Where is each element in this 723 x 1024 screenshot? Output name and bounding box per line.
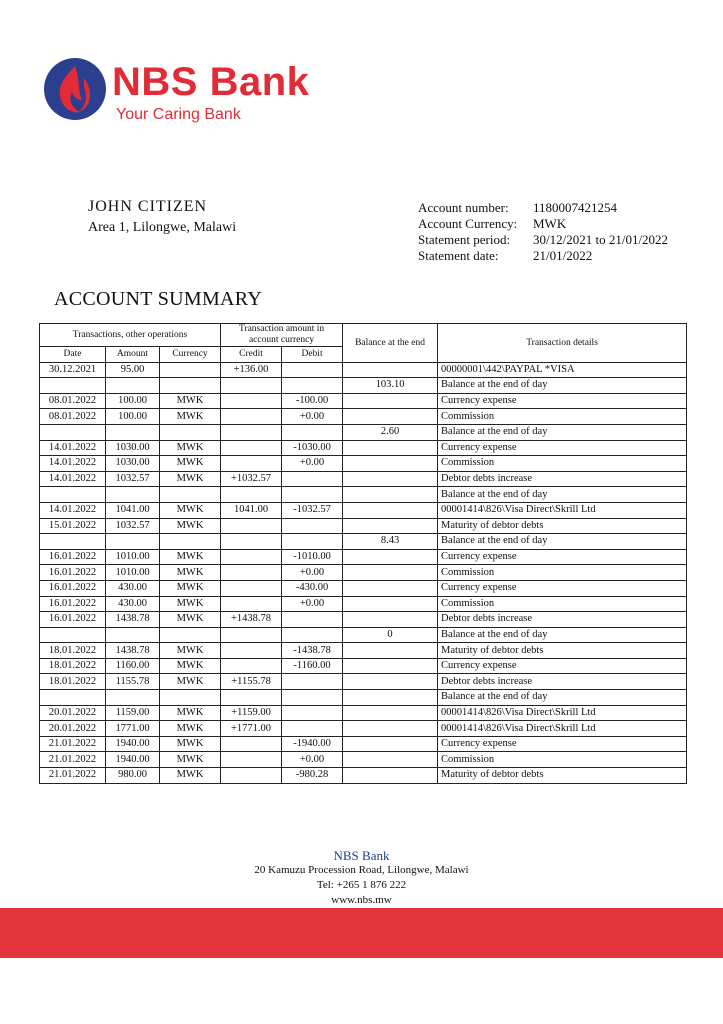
amount-cell: 1438.78 (106, 612, 160, 628)
table-row (40, 658, 687, 674)
credit-cell (221, 534, 282, 550)
table-row (40, 378, 687, 394)
debit-cell: -430.00 (282, 580, 343, 596)
details-cell: Currency expense (438, 580, 687, 596)
credit-cell (221, 643, 282, 659)
credit-cell (221, 487, 282, 503)
column-header: Currency (160, 347, 221, 363)
currency-cell: MWK (160, 643, 221, 659)
details-cell: Balance at the end of day (438, 378, 687, 394)
amount-cell: 95.00 (106, 362, 160, 378)
credit-cell (221, 518, 282, 534)
column-header: Debit (282, 347, 343, 363)
transactions-table (39, 323, 687, 784)
date-cell (40, 690, 106, 706)
statement-meta (418, 200, 668, 264)
table-row (40, 471, 687, 487)
balance-cell (343, 721, 438, 737)
date-cell: 16.01.2022 (40, 565, 106, 581)
currency-cell: MWK (160, 518, 221, 534)
credit-cell (221, 752, 282, 768)
credit-cell (221, 409, 282, 425)
column-header: Amount (106, 347, 160, 363)
date-cell: 21.01.2022 (40, 752, 106, 768)
balance-cell (343, 393, 438, 409)
details-cell: Currency expense (438, 736, 687, 752)
date-cell: 16.01.2022 (40, 612, 106, 628)
amount-cell (106, 627, 160, 643)
balance-cell (343, 487, 438, 503)
date-cell (40, 378, 106, 394)
amount-cell: 1160.00 (106, 658, 160, 674)
amount-cell: 1032.57 (106, 471, 160, 487)
details-cell: Maturity of debtor debts (438, 643, 687, 659)
currency-cell: MWK (160, 752, 221, 768)
details-cell: 00001414\826\Visa Direct\Skrill Ltd (438, 721, 687, 737)
currency-cell: MWK (160, 721, 221, 737)
amount-cell: 1940.00 (106, 752, 160, 768)
table-row (40, 752, 687, 768)
tx-amount-header: Transaction amount in account currency (221, 324, 343, 347)
balance-cell (343, 456, 438, 472)
date-cell: 20.01.2022 (40, 721, 106, 737)
table-row (40, 424, 687, 440)
credit-cell (221, 580, 282, 596)
currency-row (418, 216, 668, 232)
balance-cell (343, 502, 438, 518)
amount-cell (106, 690, 160, 706)
balance-cell (343, 768, 438, 784)
amount-cell: 1010.00 (106, 565, 160, 581)
table-row (40, 362, 687, 378)
balance-cell (343, 362, 438, 378)
currency-label: Account Currency: (418, 216, 518, 231)
debit-cell (282, 471, 343, 487)
table-row (40, 440, 687, 456)
currency-cell: MWK (160, 440, 221, 456)
currency-cell: MWK (160, 768, 221, 784)
amount-cell (106, 487, 160, 503)
balance-cell (343, 690, 438, 706)
currency-value: MWK (533, 216, 567, 231)
amount-cell: 980.00 (106, 768, 160, 784)
debit-cell: -1940.00 (282, 736, 343, 752)
table-header-group-row (40, 324, 687, 347)
account-number-label: Account number: (418, 200, 509, 215)
debit-cell: +0.00 (282, 596, 343, 612)
account-number-row (418, 200, 668, 216)
currency-cell: MWK (160, 565, 221, 581)
table-row (40, 674, 687, 690)
table-row (40, 596, 687, 612)
details-cell: Currency expense (438, 549, 687, 565)
credit-cell (221, 440, 282, 456)
currency-cell: MWK (160, 580, 221, 596)
balance-cell: 0 (343, 627, 438, 643)
amount-cell: 1940.00 (106, 736, 160, 752)
amount-cell: 1438.78 (106, 643, 160, 659)
details-cell: Balance at the end of day (438, 487, 687, 503)
details-cell: Balance at the end of day (438, 690, 687, 706)
details-cell: Maturity of debtor debts (438, 518, 687, 534)
date-cell: 14.01.2022 (40, 440, 106, 456)
footer-bank-name: NBS Bank (333, 848, 390, 863)
credit-cell: +1438.78 (221, 612, 282, 628)
section-title: ACCOUNT SUMMARY (54, 288, 263, 310)
date-cell: 14.01.2022 (40, 471, 106, 487)
date-cell: 16.01.2022 (40, 596, 106, 612)
details-cell: Debtor debts increase (438, 612, 687, 628)
details-cell: Currency expense (438, 658, 687, 674)
account-number-value: 1180007421254 (533, 200, 618, 215)
balance-cell (343, 565, 438, 581)
credit-cell (221, 565, 282, 581)
amount-cell: 1030.00 (106, 456, 160, 472)
amount-cell: 1041.00 (106, 502, 160, 518)
currency-cell: MWK (160, 736, 221, 752)
details-cell: Currency expense (438, 393, 687, 409)
footer-website[interactable]: www.nbs.mw (331, 894, 392, 906)
currency-cell: MWK (160, 502, 221, 518)
balance-cell (343, 596, 438, 612)
debit-cell: -1030.00 (282, 440, 343, 456)
debit-cell: +0.00 (282, 456, 343, 472)
date-cell (40, 424, 106, 440)
table-row (40, 627, 687, 643)
statement-date-value: 21/01/2022 (533, 248, 593, 263)
group-header: Transactions, other operations (40, 324, 221, 347)
currency-cell: MWK (160, 596, 221, 612)
currency-cell (160, 378, 221, 394)
table-row (40, 736, 687, 752)
currency-cell: MWK (160, 674, 221, 690)
date-cell: 20.01.2022 (40, 705, 106, 721)
table-row (40, 705, 687, 721)
balance-cell (343, 736, 438, 752)
details-cell: Commission (438, 409, 687, 425)
table-row (40, 690, 687, 706)
debit-cell: -100.00 (282, 393, 343, 409)
credit-cell (221, 596, 282, 612)
date-cell: 21.01.2022 (40, 768, 106, 784)
credit-cell (221, 736, 282, 752)
amount-cell: 430.00 (106, 596, 160, 612)
footer-band (0, 908, 723, 958)
currency-cell (160, 627, 221, 643)
date-cell: 08.01.2022 (40, 393, 106, 409)
table-row (40, 549, 687, 565)
credit-cell: +1032.57 (221, 471, 282, 487)
credit-cell (221, 768, 282, 784)
brand-name: NBS Bank (112, 60, 310, 104)
details-cell: 00001414\826\Visa Direct\Skrill Ltd (438, 502, 687, 518)
details-cell: Commission (438, 456, 687, 472)
details-cell: Commission (438, 565, 687, 581)
amount-cell: 100.00 (106, 409, 160, 425)
currency-cell (160, 534, 221, 550)
table-row (40, 487, 687, 503)
balance-cell: 8.43 (343, 534, 438, 550)
column-header: Credit (221, 347, 282, 363)
flame-icon (44, 58, 106, 120)
date-cell (40, 487, 106, 503)
details-cell: Debtor debts increase (438, 674, 687, 690)
details-cell: Debtor debts increase (438, 471, 687, 487)
date-cell: 16.01.2022 (40, 549, 106, 565)
date-cell: 21.01.2022 (40, 736, 106, 752)
table-row (40, 502, 687, 518)
account-holder-name: JOHN CITIZEN (88, 198, 208, 215)
tagline: Your Caring Bank (116, 106, 241, 123)
table-row (40, 768, 687, 784)
debit-cell: -1438.78 (282, 643, 343, 659)
statement-date-label: Statement date: (418, 248, 499, 263)
date-cell: 18.01.2022 (40, 658, 106, 674)
debit-cell (282, 612, 343, 628)
credit-cell: +1771.00 (221, 721, 282, 737)
debit-cell (282, 705, 343, 721)
currency-cell (160, 487, 221, 503)
credit-cell (221, 627, 282, 643)
balance-cell (343, 549, 438, 565)
details-cell: Balance at the end of day (438, 627, 687, 643)
currency-cell: MWK (160, 549, 221, 565)
currency-cell (160, 424, 221, 440)
amount-cell (106, 424, 160, 440)
details-cell: Commission (438, 752, 687, 768)
currency-cell: MWK (160, 471, 221, 487)
credit-cell (221, 424, 282, 440)
debit-cell (282, 424, 343, 440)
credit-cell (221, 393, 282, 409)
bank-logo (44, 56, 344, 126)
date-cell: 16.01.2022 (40, 580, 106, 596)
table-row (40, 565, 687, 581)
amount-cell: 430.00 (106, 580, 160, 596)
credit-cell: +136.00 (221, 362, 282, 378)
table-body (40, 362, 687, 783)
amount-cell: 1010.00 (106, 549, 160, 565)
date-cell: 15.01.2022 (40, 518, 106, 534)
balance-cell (343, 440, 438, 456)
amount-cell: 1030.00 (106, 440, 160, 456)
footer (0, 848, 723, 908)
debit-cell (282, 690, 343, 706)
details-cell: 00001414\826\Visa Direct\Skrill Ltd (438, 705, 687, 721)
date-cell (40, 627, 106, 643)
table-row (40, 393, 687, 409)
date-cell: 18.01.2022 (40, 674, 106, 690)
credit-cell: +1155.78 (221, 674, 282, 690)
table-row (40, 721, 687, 737)
period-value: 30/12/2021 to 21/01/2022 (533, 232, 669, 247)
balance-cell (343, 643, 438, 659)
date-cell: 14.01.2022 (40, 456, 106, 472)
debit-cell (282, 674, 343, 690)
table-row (40, 456, 687, 472)
debit-cell (282, 721, 343, 737)
currency-cell (160, 362, 221, 378)
balance-cell (343, 409, 438, 425)
balance-cell (343, 612, 438, 628)
currency-cell: MWK (160, 409, 221, 425)
details-cell: Currency expense (438, 440, 687, 456)
column-header: Date (40, 347, 106, 363)
debit-cell: +0.00 (282, 565, 343, 581)
balance-cell (343, 580, 438, 596)
credit-cell: +1159.00 (221, 705, 282, 721)
credit-cell (221, 658, 282, 674)
table-row (40, 643, 687, 659)
amount-cell: 1771.00 (106, 721, 160, 737)
details-header: Transaction details (438, 324, 687, 363)
table-row (40, 409, 687, 425)
currency-cell (160, 690, 221, 706)
amount-cell (106, 378, 160, 394)
statement-date-row (418, 248, 668, 264)
period-row (418, 232, 668, 248)
credit-cell: 1041.00 (221, 502, 282, 518)
debit-cell (282, 362, 343, 378)
date-cell: 30.12.2021 (40, 362, 106, 378)
details-cell: 00000001\442\PAYPAL *VISA (438, 362, 687, 378)
balance-cell (343, 705, 438, 721)
debit-cell: +0.00 (282, 409, 343, 425)
details-cell: Balance at the end of day (438, 534, 687, 550)
debit-cell: -1160.00 (282, 658, 343, 674)
credit-cell (221, 549, 282, 565)
date-cell: 18.01.2022 (40, 643, 106, 659)
currency-cell: MWK (160, 658, 221, 674)
balance-header: Balance at the end (343, 324, 438, 363)
balance-cell (343, 752, 438, 768)
debit-cell: -980.28 (282, 768, 343, 784)
debit-cell (282, 627, 343, 643)
account-holder-address: Area 1, Lilongwe, Malawi (88, 220, 237, 235)
table-row (40, 580, 687, 596)
details-cell: Commission (438, 596, 687, 612)
amount-cell: 1159.00 (106, 705, 160, 721)
balance-cell: 103.10 (343, 378, 438, 394)
currency-cell: MWK (160, 612, 221, 628)
debit-cell (282, 378, 343, 394)
debit-cell: -1010.00 (282, 549, 343, 565)
footer-phone: Tel: +265 1 876 222 (316, 879, 407, 891)
table-row (40, 612, 687, 628)
period-label: Statement period: (418, 232, 511, 247)
currency-cell: MWK (160, 393, 221, 409)
debit-cell: -1032.57 (282, 502, 343, 518)
amount-cell: 1032.57 (106, 518, 160, 534)
amount-cell: 100.00 (106, 393, 160, 409)
date-cell: 08.01.2022 (40, 409, 106, 425)
balance-cell (343, 674, 438, 690)
amount-cell (106, 534, 160, 550)
debit-cell: +0.00 (282, 752, 343, 768)
debit-cell (282, 534, 343, 550)
balance-cell: 2.60 (343, 424, 438, 440)
debit-cell (282, 487, 343, 503)
date-cell: 14.01.2022 (40, 502, 106, 518)
footer-address: 20 Kamuzu Procession Road, Lilongwe, Malawi (254, 864, 469, 876)
balance-cell (343, 658, 438, 674)
credit-cell (221, 456, 282, 472)
table-row (40, 518, 687, 534)
credit-cell (221, 690, 282, 706)
currency-cell: MWK (160, 456, 221, 472)
date-cell (40, 534, 106, 550)
amount-cell: 1155.78 (106, 674, 160, 690)
details-cell: Balance at the end of day (438, 424, 687, 440)
debit-cell (282, 518, 343, 534)
credit-cell (221, 378, 282, 394)
currency-cell: MWK (160, 705, 221, 721)
balance-cell (343, 471, 438, 487)
table-row (40, 534, 687, 550)
balance-cell (343, 518, 438, 534)
details-cell: Maturity of debtor debts (438, 768, 687, 784)
